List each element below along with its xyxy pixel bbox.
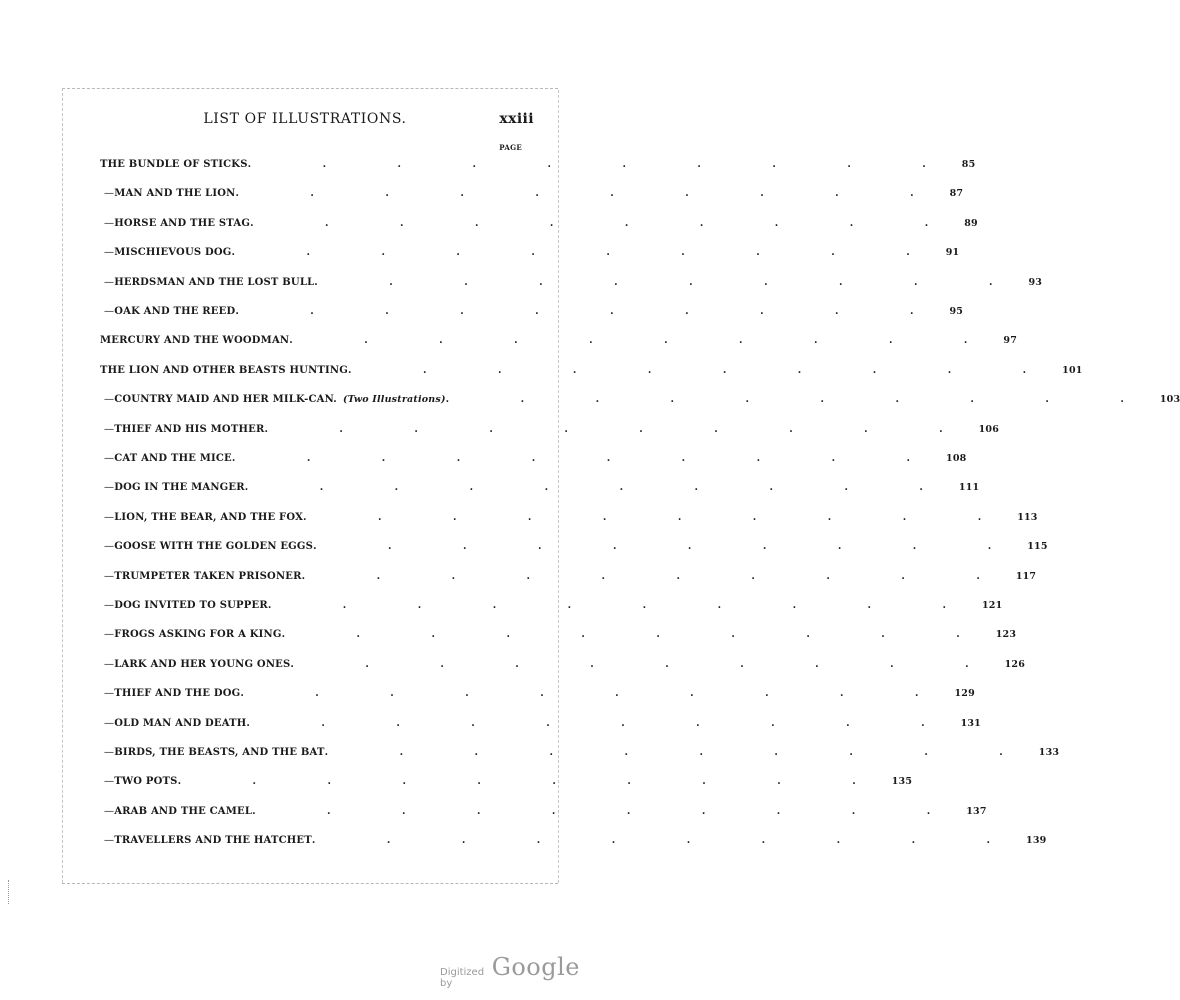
ditto-dash: — (104, 246, 115, 258)
dot-leader: . . . . . . . . . . (177, 775, 890, 787)
page-number: 123 (995, 628, 1017, 640)
illustration-title: LION, THE BEAR, AND THE FOX (114, 511, 304, 523)
list-item (100, 744, 1060, 760)
dot-leader: . . . . . . . . . . (231, 246, 944, 258)
page-number: 101 (1062, 364, 1083, 376)
list-item (100, 479, 980, 495)
page-number: 133 (1038, 746, 1060, 758)
list-item (100, 450, 967, 466)
illustration-title: DOG INVITED TO SUPPER (114, 599, 268, 611)
illustration-title: MISCHIEVOUS DOG (114, 246, 232, 258)
page-number: 91 (945, 246, 960, 258)
page-number: 126 (1004, 658, 1026, 670)
ditto-dash: — (104, 746, 115, 758)
page-number: 93 (1028, 276, 1043, 288)
illustration-title: BIRDS, THE BEASTS, AND THE BAT (114, 746, 325, 758)
page-number: 117 (1015, 570, 1037, 582)
illustration-title: MERCURY AND THE WOODMAN (100, 334, 290, 346)
page-number: 111 (958, 481, 980, 493)
dot-leader: . . . . . . . . . . (281, 628, 994, 640)
watermark-prefix: Digitized by (440, 967, 485, 989)
list-item (100, 656, 1026, 672)
illustration-title: COUNTRY MAID AND HER MILK-CAN. (114, 393, 337, 405)
dot-leader: . . . . . . . . . . (244, 481, 957, 493)
list-item (100, 597, 1003, 613)
ditto-dash: — (104, 481, 115, 493)
list-item (100, 215, 978, 231)
ditto-dash: — (104, 599, 115, 611)
list-item (100, 332, 1018, 348)
illustration-title: HORSE AND THE STAG (114, 217, 251, 229)
dot-leader: . . . . . . . . . . (247, 158, 960, 170)
ditto-dash: — (104, 717, 115, 729)
illustration-title: ARAB AND THE CAMEL (114, 805, 253, 817)
illustration-title: TRAVELLERS AND THE HATCHET (114, 834, 312, 846)
dot-leader: . . . . . . . . . . (235, 187, 948, 199)
ditto-dash: — (104, 834, 115, 846)
page-number: 137 (966, 805, 987, 817)
page-number: 135 (891, 775, 913, 787)
list-item (100, 832, 1047, 848)
page-number: 131 (960, 717, 981, 729)
ditto-dash: — (104, 305, 115, 317)
page-number: 97 (1003, 334, 1018, 346)
dot-leader: . . . . . . . . . . (290, 658, 1003, 670)
illustration-title: LARK AND HER YOUNG ONES (114, 658, 291, 670)
list-item (100, 803, 987, 819)
list-item (100, 244, 960, 260)
ditto-dash: — (104, 658, 115, 670)
list-item (100, 715, 981, 731)
list-item (100, 274, 1043, 290)
list-item (100, 538, 1048, 554)
illustration-title: THE BUNDLE OF STICKS (100, 158, 248, 170)
dot-leader: . . . . . . . . . . (324, 746, 1037, 758)
dot-leader: . . . . . . . . . . (303, 511, 1016, 523)
ditto-dash: — (104, 511, 115, 523)
ditto-dash: — (104, 775, 115, 787)
page-number: 108 (946, 452, 967, 464)
dot-leader: . . . . . . . . . . (348, 364, 1061, 376)
illustration-title: TWO POTS (114, 775, 178, 787)
page-number: 121 (981, 599, 1003, 611)
page-number: 87 (949, 187, 964, 199)
dot-leader: . . . . . . . . . . (313, 540, 1026, 552)
illustration-title: MAN AND THE LION (114, 187, 236, 199)
ditto-dash: — (104, 276, 115, 288)
illustration-title: THE LION AND OTHER BEASTS HUNTING (100, 364, 349, 376)
illustration-title: THIEF AND HIS MOTHER (114, 423, 265, 435)
dot-leader: . . . . . . . . . . (445, 393, 1158, 405)
list-item (100, 185, 964, 201)
ditto-dash: — (104, 217, 115, 229)
page-number: 129 (954, 687, 975, 699)
dot-leader: . . . . . . . . . . (235, 305, 948, 317)
dot-leader: . . . . . . . . . . (289, 334, 1002, 346)
page-number: 113 (1017, 511, 1038, 523)
illustration-title: CAT AND THE MICE (114, 452, 232, 464)
illustration-title: DOG IN THE MANGER (114, 481, 245, 493)
page-number: 106 (978, 423, 1000, 435)
dot-leader: . . . . . . . . . . (240, 687, 953, 699)
running-header-title: LIST OF ILLUSTRATIONS. (203, 111, 407, 127)
list-item (100, 156, 976, 172)
illustration-title: GOOSE WITH THE GOLDEN EGGS (114, 540, 314, 552)
list-item (100, 509, 1038, 525)
ditto-dash: — (104, 628, 115, 640)
dot-leader: . . . . . . . . . . (301, 570, 1014, 582)
dot-leader: . . . . . . . . . . (314, 276, 1027, 288)
list-item (100, 568, 1037, 584)
list-item (100, 391, 1180, 407)
list-item (100, 626, 1017, 642)
illustration-title: OAK AND THE REED (114, 305, 236, 317)
page-column-label: PAGE (499, 143, 522, 152)
page-number: 85 (961, 158, 976, 170)
digitized-by-watermark (440, 953, 580, 989)
illustration-title: THIEF AND THE DOG (114, 687, 241, 699)
ditto-dash: — (104, 187, 115, 199)
page-number: 95 (949, 305, 964, 317)
dot-leader: . . . . . . . . . . (311, 834, 1025, 846)
illustration-title: OLD MAN AND DEATH (114, 717, 247, 729)
dot-leader: . . . . . . . . . . (264, 423, 977, 435)
illustration-title: TRUMPETER TAKEN PRISONER (114, 570, 302, 582)
dot-leader: . . . . . . . . . . (267, 599, 980, 611)
ditto-dash: — (104, 805, 115, 817)
ditto-dash: — (104, 423, 115, 435)
dot-leader: . . . . . . . . . . (246, 717, 959, 729)
running-header-page-number: xxiii (499, 111, 534, 127)
page-number: 89 (964, 217, 978, 229)
ditto-dash: — (104, 540, 115, 552)
ditto-dash: — (104, 393, 115, 405)
list-item (100, 685, 975, 701)
page-number: 139 (1026, 834, 1047, 846)
ditto-dash: — (104, 570, 115, 582)
page-number: 115 (1027, 540, 1048, 552)
illustration-title: HERDSMAN AND THE LOST BULL (114, 276, 315, 288)
dot-leader: . . . . . . . . . . (231, 452, 945, 464)
illustration-note: (Two Illustrations) (342, 393, 446, 405)
list-item (100, 303, 964, 319)
list-item (100, 421, 1000, 437)
dot-leader: . . . . . . . . . . (250, 217, 963, 229)
ditto-dash: — (104, 687, 115, 699)
dot-leader: . . . . . . . . . . (252, 805, 965, 817)
ditto-dash: — (104, 452, 115, 464)
page-number: 103 (1159, 393, 1180, 405)
list-item (100, 362, 1083, 378)
illustration-title: FROGS ASKING FOR A KING (114, 628, 282, 640)
list-item (100, 773, 913, 789)
watermark-brand: Google (491, 953, 580, 981)
